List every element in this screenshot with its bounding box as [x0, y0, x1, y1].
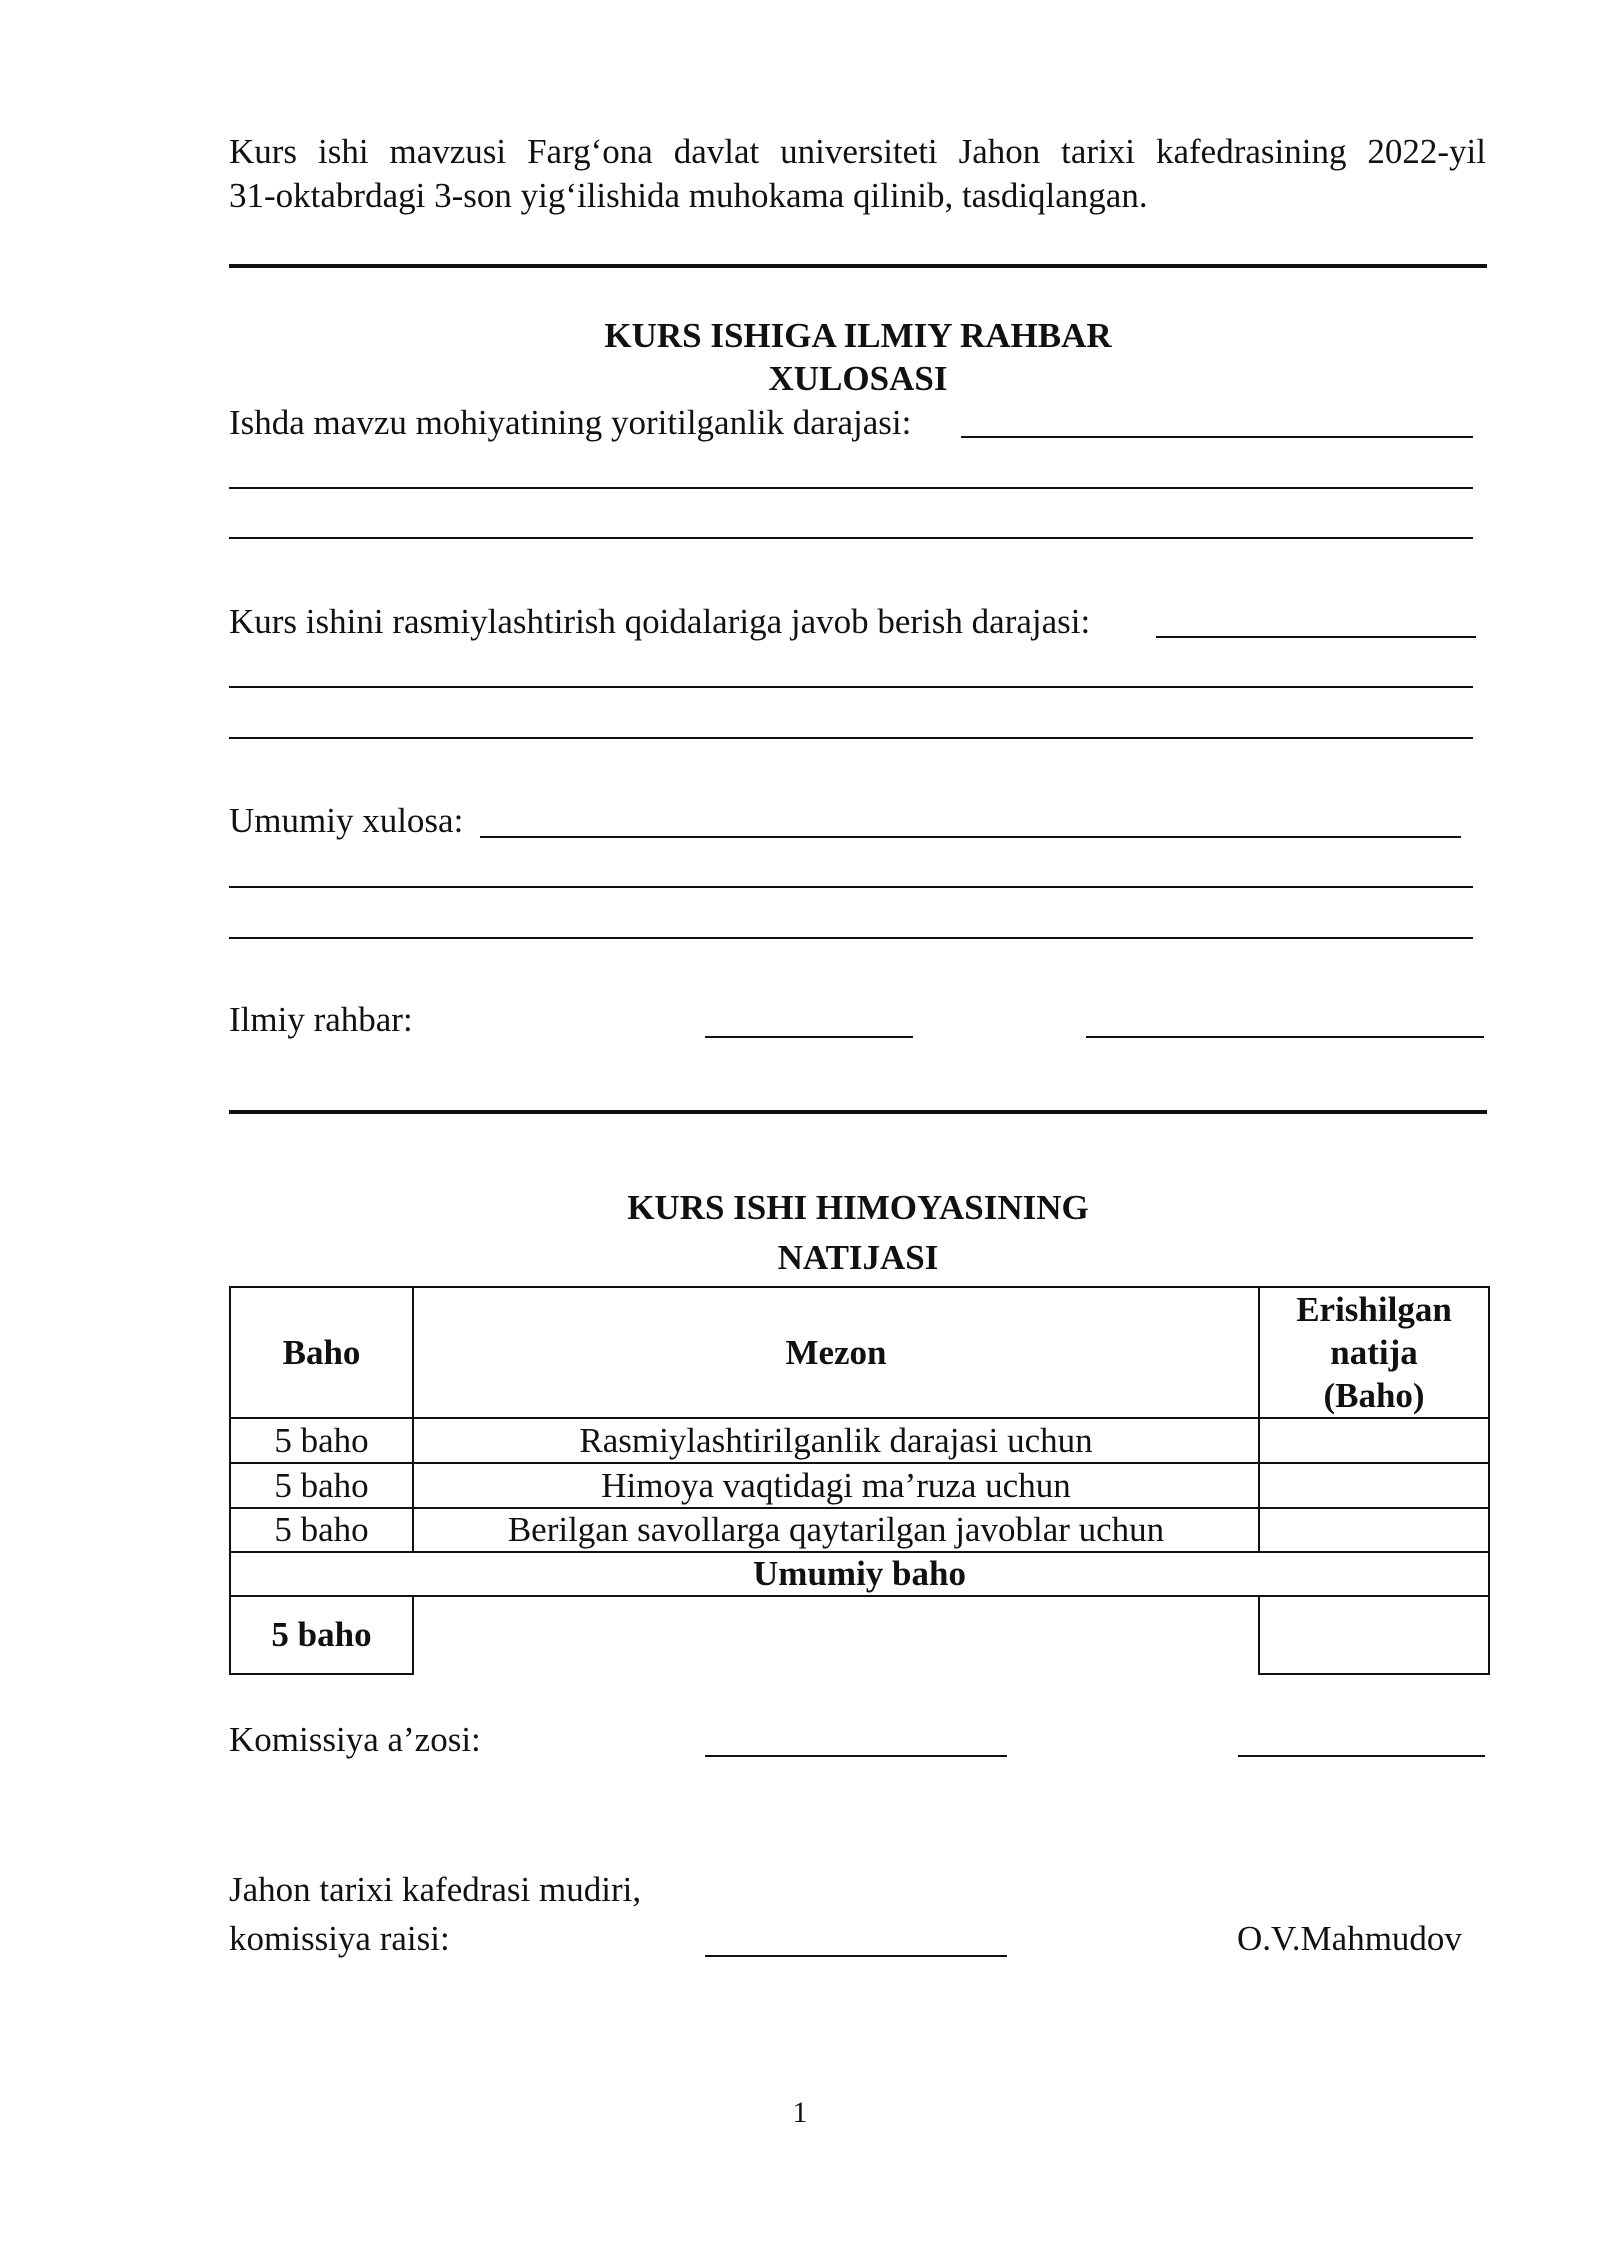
total-label: Umumiy baho	[230, 1552, 1489, 1596]
row-3-score: 5 baho	[230, 1508, 413, 1552]
row-2-score: 5 baho	[230, 1463, 413, 1508]
commission-chair-label: komissiya raisi:	[229, 1919, 450, 1958]
answer-line-1c[interactable]	[229, 537, 1473, 539]
commission-name-line[interactable]	[1238, 1755, 1485, 1757]
page-number: 1	[792, 2096, 808, 2129]
header-result-text: Erishilgan natija (Baho)	[1296, 1290, 1452, 1415]
department-head-label: Jahon tarixi kafedrasi mudiri,	[229, 1870, 642, 1909]
table-total-score-row	[230, 1596, 1489, 1674]
results-table	[229, 1286, 1490, 1675]
table-row	[230, 1508, 1489, 1552]
answer-line-2c[interactable]	[229, 737, 1473, 739]
supervisor-name-line[interactable]	[1086, 1036, 1484, 1038]
intro-line-2: 31-oktabrdagi 3-son yig‘ilishida muhokama qilinib, tasdiqlangan.	[229, 176, 1148, 215]
answer-line-1b[interactable]	[229, 487, 1473, 489]
answer-line-3a[interactable]	[480, 836, 1461, 838]
section-divider	[229, 1110, 1487, 1114]
commission-member-label: Komissiya a’zosi:	[229, 1720, 481, 1759]
section-divider	[229, 264, 1487, 268]
row-2-result[interactable]	[1259, 1463, 1489, 1508]
chair-signature-line[interactable]	[705, 1955, 1007, 1957]
conclusion-title-line-2: XULOSASI	[768, 359, 948, 398]
supervisor-signature-line[interactable]	[705, 1036, 913, 1038]
table-total-row	[230, 1552, 1489, 1596]
chair-name: O.V.Mahmudov	[1237, 1919, 1462, 1958]
conclusion-title-line-1: KURS ISHIGA ILMIY RAHBAR	[604, 316, 1112, 355]
row-1-score: 5 baho	[230, 1418, 413, 1463]
question-1-label: Ishda mavzu mohiyatining yoritilganlik darajasi:	[229, 403, 912, 442]
answer-line-3b[interactable]	[229, 886, 1473, 888]
defense-title-line-2: NATIJASI	[777, 1238, 939, 1277]
intro-paragraph	[229, 130, 1486, 218]
total-result[interactable]	[1259, 1596, 1489, 1674]
header-mezon: Mezon	[413, 1287, 1259, 1418]
row-2-criterion: Himoya vaqtidagi ma’ruza uchun	[413, 1463, 1259, 1508]
header-baho: Baho	[230, 1287, 413, 1418]
row-3-result[interactable]	[1259, 1508, 1489, 1552]
commission-signature-line[interactable]	[705, 1755, 1007, 1757]
answer-line-2b[interactable]	[229, 686, 1473, 688]
row-1-criterion: Rasmiylashtirilganlik darajasi uchun	[413, 1418, 1259, 1463]
supervisor-label: Ilmiy rahbar:	[229, 1000, 413, 1039]
total-blank	[413, 1596, 1259, 1674]
defense-title-line-1: KURS ISHI HIMOYASINING	[627, 1188, 1089, 1227]
table-header-row	[230, 1287, 1489, 1418]
answer-line-1a[interactable]	[961, 436, 1473, 438]
question-2-label: Kurs ishini rasmiylashtirish qoidalariga javob berish darajasi:	[229, 602, 1091, 641]
header-result	[1259, 1287, 1489, 1418]
total-score: 5 baho	[230, 1596, 413, 1674]
row-3-criterion: Berilgan savollarga qaytarilgan javoblar uchun	[413, 1508, 1259, 1552]
row-1-result[interactable]	[1259, 1418, 1489, 1463]
question-3-label: Umumiy xulosa:	[229, 801, 464, 840]
table-row	[230, 1418, 1489, 1463]
answer-line-2a[interactable]	[1156, 636, 1476, 638]
intro-line-1: Kurs ishi mavzusi Farg‘ona davlat universiteti Jahon tarixi kafedrasining 2022-yil	[229, 132, 1486, 171]
answer-line-3c[interactable]	[229, 937, 1473, 939]
table-row	[230, 1463, 1489, 1508]
